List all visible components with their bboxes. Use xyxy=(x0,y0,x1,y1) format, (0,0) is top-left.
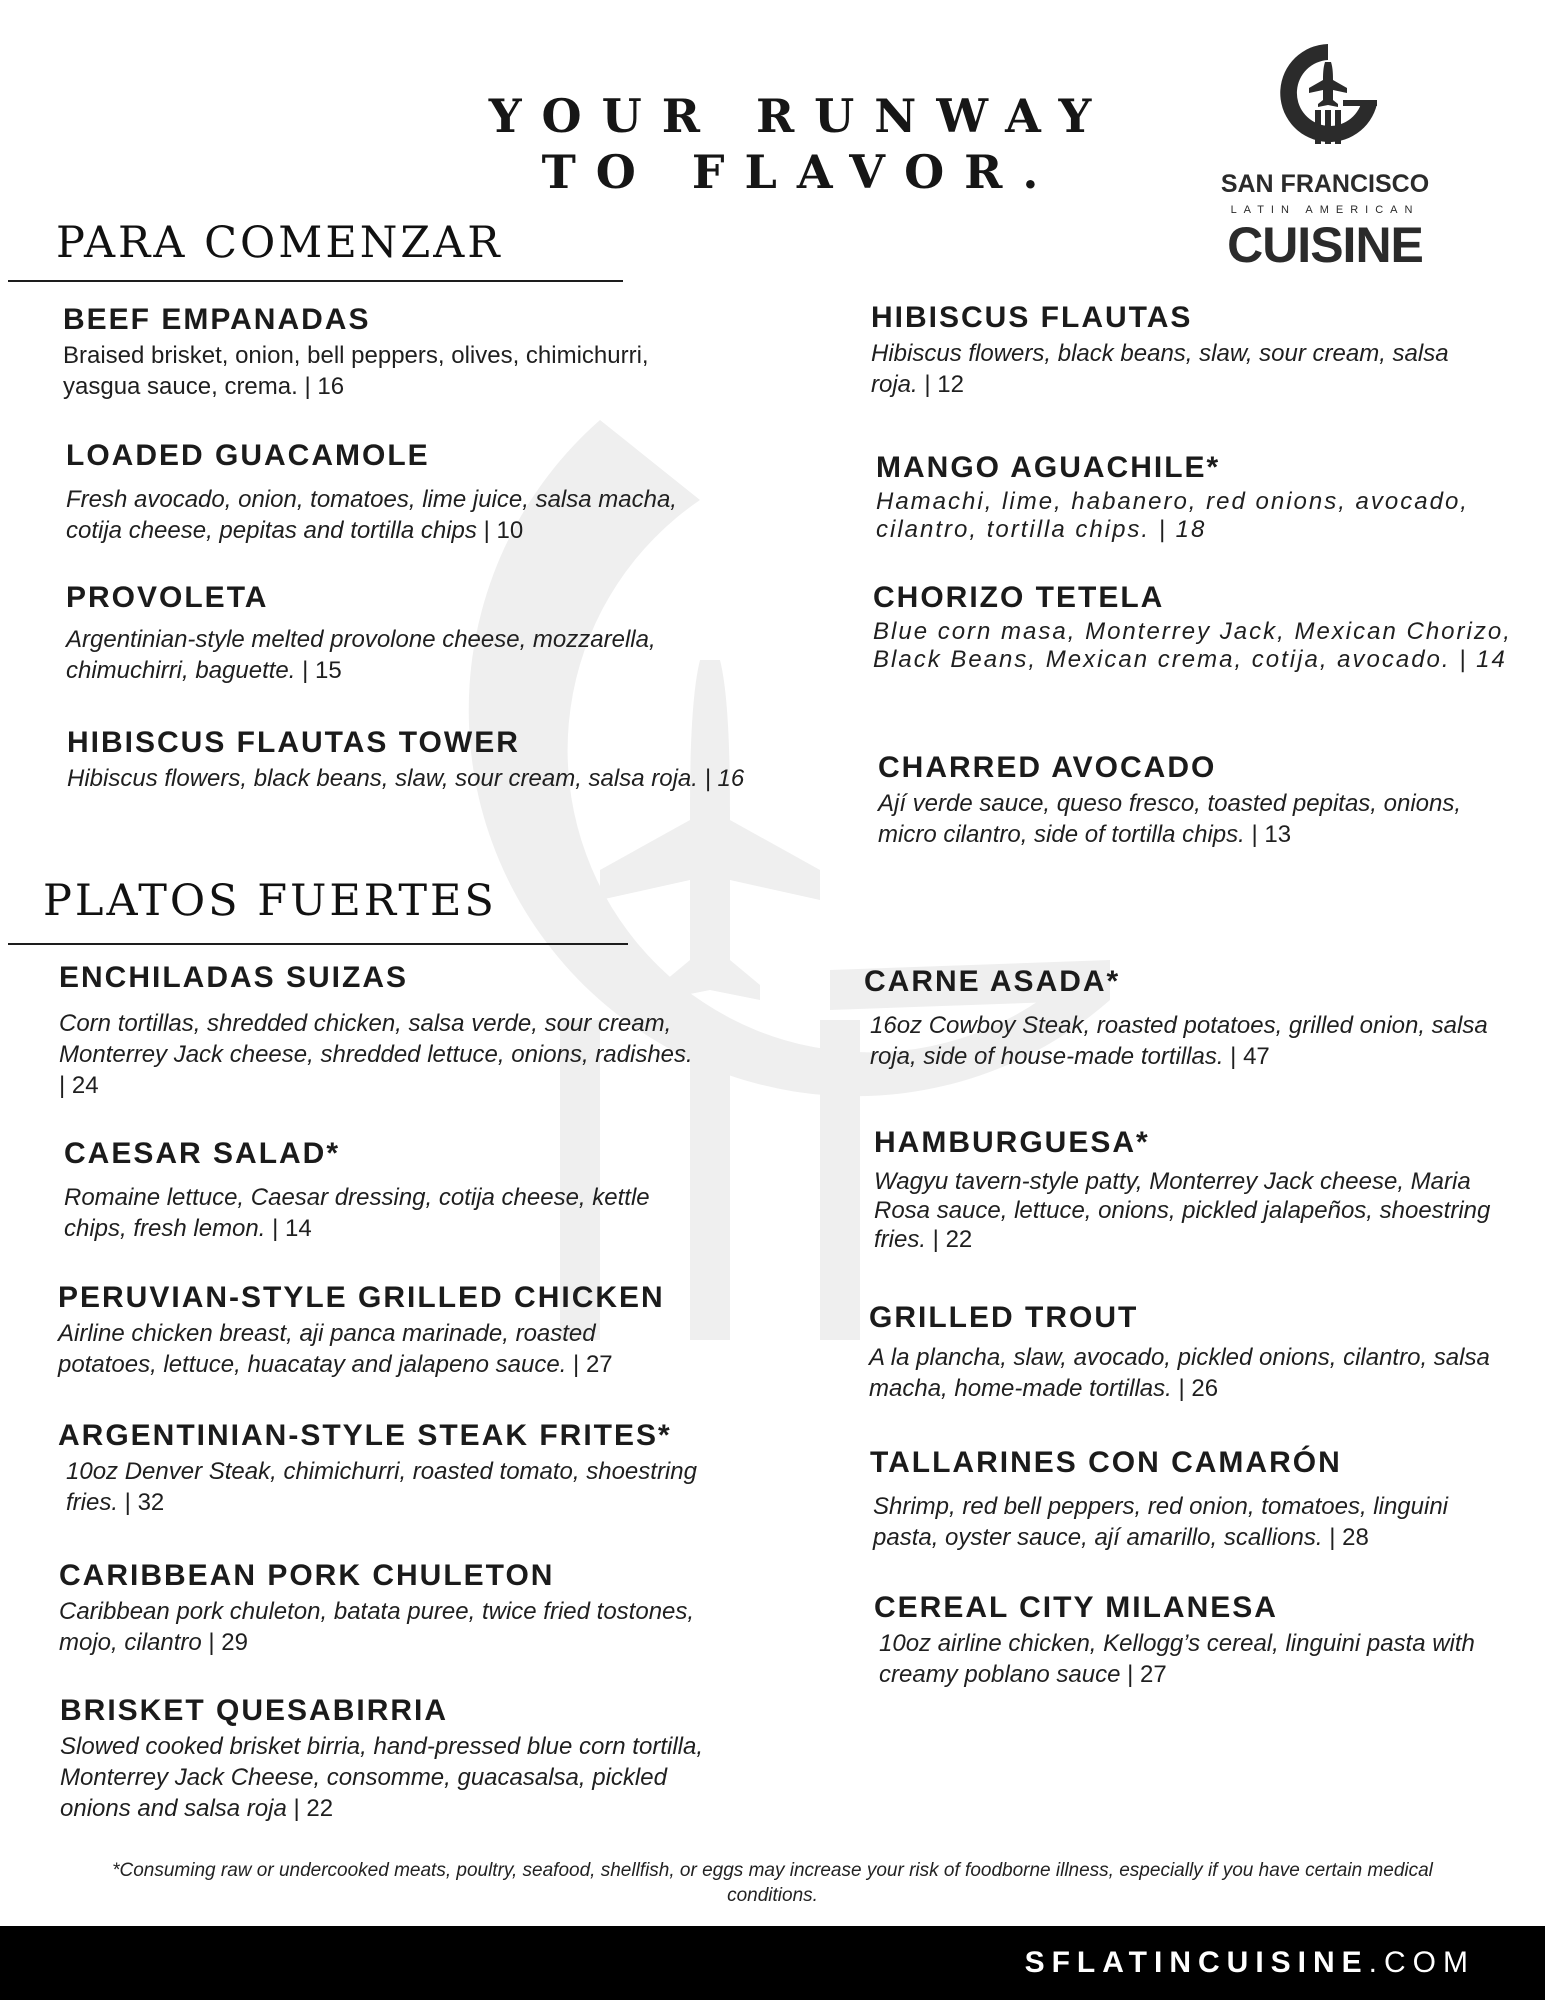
item-desc: Ají verde sauce, queso fresco, toasted pepitas, onions, micro cilantro, side of tortilla chips. | 13 xyxy=(878,790,1462,848)
item-name: HIBISCUS FLAUTAS TOWER xyxy=(67,726,520,759)
section-divider xyxy=(8,943,628,945)
item-desc: Hibiscus flowers, black beans, slaw, sour cream, salsa roja. | 12 xyxy=(871,340,1449,398)
menu-item xyxy=(58,1280,678,1380)
item-desc: Blue corn masa, Monterrey Jack, Mexican Chorizo, Black Beans, Mexican crema, cotija, avocado. | 14 xyxy=(873,618,1512,673)
menu-item xyxy=(874,1590,1524,1690)
menu-item xyxy=(871,300,1491,400)
menu-item xyxy=(873,580,1513,674)
menu-item xyxy=(63,302,683,402)
item-name: PROVOLETA xyxy=(66,581,269,614)
item-name: CHARRED AVOCADO xyxy=(878,751,1217,784)
item-desc: Fresh avocado, onion, tomatoes, lime juice, salsa macha, cotija cheese, pepitas and tortilla chips | 10 xyxy=(66,486,677,544)
item-desc: Caribbean pork chuleton, batata puree, twice fried tostones, mojo, cilantro | 29 xyxy=(59,1598,695,1656)
section-title-starters: PARA COMENZAR xyxy=(56,218,503,268)
item-desc: Wagyu tavern-style patty, Monterrey Jack cheese, Maria Rosa sauce, lettuce, onions, pickled jalapeños, shoestring fries. | 22 xyxy=(874,1168,1491,1253)
item-name: BEEF EMPANADAS xyxy=(63,303,371,336)
item-name: CARIBBEAN PORK CHULETON xyxy=(59,1559,555,1592)
item-name: PERUVIAN-STYLE GRILLED CHICKEN xyxy=(58,1281,665,1314)
item-desc: Slowed cooked brisket birria, hand-pressed blue corn tortilla, Monterrey Jack Cheese, consomme, guacasalsa, pickled onions and salsa roja | 22 xyxy=(60,1733,703,1822)
item-desc: 10oz Denver Steak, chimichurri, roasted tomato, shoestring fries. | 32 xyxy=(66,1458,697,1516)
menu-item xyxy=(64,1136,684,1244)
section-title-mains: PLATOS FUERTES xyxy=(43,876,497,926)
menu-item xyxy=(59,960,699,1101)
menu-item xyxy=(878,750,1498,850)
menu-item xyxy=(870,1445,1510,1553)
item-name: GRILLED TROUT xyxy=(869,1301,1139,1334)
item-desc: Corn tortillas, shredded chicken, salsa verde, sour cream, Monterrey Jack cheese, shredded lettuce, onions, radishes. | 24 xyxy=(59,1010,693,1099)
disclaimer: *Consuming raw or undercooked meats, poultry, seafood, shellfish, or eggs may increase your risk of foodborne illness, especially if you have certain medical conditions. xyxy=(112,1860,1433,1906)
tagline xyxy=(420,88,1180,200)
tagline-line-2: TO FLAVOR. xyxy=(541,145,1059,199)
item-name: CHORIZO TETELA xyxy=(873,581,1165,614)
item-desc: Hamachi, lime, habanero, red onions, avocado, cilantro, tortilla chips. | 18 xyxy=(876,488,1469,543)
item-name: CEREAL CITY MILANESA xyxy=(874,1591,1278,1624)
tagline-line-1: YOUR RUNWAY xyxy=(488,89,1112,143)
brand-logo xyxy=(1205,38,1445,273)
menu-item xyxy=(67,725,757,794)
menu-item xyxy=(876,450,1516,544)
item-desc: Braised brisket, onion, bell peppers, olives, chimichurri, yasgua sauce, crema. | 16 xyxy=(63,342,649,400)
item-desc: Shrimp, red bell peppers, red onion, tomatoes, linguini pasta, oyster sauce, ají amarillo, scallions. | 28 xyxy=(873,1493,1448,1551)
menu-item xyxy=(869,1300,1499,1404)
item-name: TALLARINES CON CAMARÓN xyxy=(870,1446,1342,1479)
item-desc: 16oz Cowboy Steak, roasted potatoes, grilled onion, salsa roja, side of house-made tortillas. | 47 xyxy=(870,1012,1488,1070)
item-desc: 10oz airline chicken, Kellogg’s cereal, linguini pasta with creamy poblano sauce | 27 xyxy=(879,1630,1475,1688)
item-name: CAESAR SALAD* xyxy=(64,1137,341,1170)
item-name: MANGO AGUACHILE* xyxy=(876,451,1221,484)
item-name: CARNE ASADA* xyxy=(864,965,1121,998)
airplane-logo-icon xyxy=(1273,38,1383,150)
item-name: HIBISCUS FLAUTAS xyxy=(871,301,1193,334)
menu-item xyxy=(874,1125,1504,1254)
item-name: LOADED GUACAMOLE xyxy=(66,439,430,472)
item-name: ARGENTINIAN-STYLE STEAK FRITES* xyxy=(58,1419,672,1452)
menu-item xyxy=(58,1418,698,1518)
section-divider xyxy=(8,280,623,282)
logo-text-cuisine: CUISINE xyxy=(1227,217,1423,273)
item-desc: Romaine lettuce, Caesar dressing, cotija cheese, kettle chips, fresh lemon. | 14 xyxy=(64,1184,650,1242)
item-desc: Airline chicken breast, aji panca marinade, roasted potatoes, lettuce, huacatay and jalapeno sauce. | 27 xyxy=(58,1320,613,1378)
menu-item xyxy=(59,1558,699,1658)
item-name: BRISKET QUESABIRRIA xyxy=(60,1694,449,1727)
logo-text-san-francisco: SAN FRANCISCO xyxy=(1220,170,1430,198)
menu-item xyxy=(66,438,726,546)
menu-item xyxy=(66,580,686,686)
footer-bar xyxy=(0,1926,1545,2000)
item-desc: Hibiscus flowers, black beans, slaw, sour cream, salsa roja. | 16 xyxy=(67,765,745,792)
item-desc: A la plancha, slaw, avocado, pickled onions, cilantro, salsa macha, home-made tortillas. | 26 xyxy=(869,1344,1490,1402)
menu-item xyxy=(60,1693,740,1824)
item-desc: Argentinian-style melted provolone cheese, mozzarella, chimuchirri, baguette. | 15 xyxy=(66,626,656,684)
menu-item xyxy=(864,964,1494,1072)
logo-text-latin-american: LATIN AMERICAN xyxy=(1230,204,1420,216)
item-name: ENCHILADAS SUIZAS xyxy=(59,961,409,994)
item-name: HAMBURGUESA* xyxy=(874,1126,1150,1159)
website-link[interactable]: SFLATINCUISINE.COM xyxy=(1024,1946,1475,1979)
